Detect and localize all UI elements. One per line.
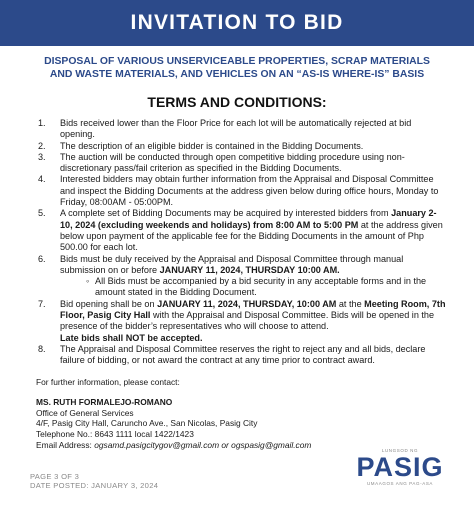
term-item [38,174,448,208]
term-item [38,118,448,141]
terms-heading: TERMS AND CONDITIONS: [147,94,327,110]
contact-office: Office of General Services [36,407,134,418]
contact-address: 4/F, Pasig City Hall, Caruncho Ave., San Nicolas, Pasig City [36,418,258,429]
term-number: 1. [38,118,46,128]
term-number: 8. [38,343,46,354]
term-text: The description of an eligible bidder is contained in the Bidding Documents. [60,140,364,151]
bid-opening-date: JANUARY 11, 2024, THURSDAY, 10:00 AM [157,298,337,309]
footer [30,472,158,491]
term-text: Bids received lower than the Floor Price for each lot will be automatically rejected at bid opening. [60,118,412,140]
term-number: 4. [38,174,46,185]
page-title: INVITATION TO BID [130,11,344,34]
bid-opening-venue: Meeting Room, 7th Floor, Pasig City Hall [60,298,446,321]
logo-tagline: UMAAGOS ANG PAG-ASA [366,481,434,486]
term-item [38,254,448,277]
email-link-secondary[interactable]: ogspasig@gmail.com [231,439,312,450]
pasig-logo [352,448,448,498]
registration-period: January 2-10, 2024 (excluding weekends and holidays) from 8:00 AM to 5:00 PM [60,208,437,230]
contact-block [36,377,311,451]
term-number: 3. [38,151,46,162]
logo-wordmark: PASIG [356,452,444,482]
email-link-primary[interactable]: ogsamd.pasigcitygov@gmail.com [94,439,220,450]
contact-telephone: Telephone No.: 8643 1111 local 1422/1423 [36,429,194,440]
term-text: A complete set of Bidding Documents may be acquired by interested bidders from January 2-10, 2024 (excluding weekends and holidays) from 8:00 AM to 5:00 PM at the address given below upon payment of the applicable fee for the Bidding Documents in the amount of Php 500.00 for each lot. [60,208,443,253]
term-text: The Appraisal and Disposal Committee reserves the right to reject any and all bids, declare failure of bidding, or not award the contract at any time prior to contract award. [60,343,426,366]
term-text: Interested bidders may obtain further information from the Appraisal and Disposal Committee and inspect the Bidding Documents at the address given below during office hours, Monday to Friday, 08:00AM - 05:00PM. [60,174,439,208]
logo-top-text: LUNGSOD NG [381,448,419,453]
submission-deadline: JANUARY 11, 2024, THURSDAY 10:00 AM. [159,264,340,275]
term-number: 5. [38,208,46,219]
title-banner [0,0,474,46]
term-number: 7. [38,298,46,309]
terms-list [38,118,448,367]
subtitle [18,55,456,81]
term-item [38,344,448,367]
term-item [38,141,448,152]
subtitle-line-1: DISPOSAL OF VARIOUS UNSERVICEABLE PROPERTIES, SCRAP MATERIALS [44,56,430,67]
term-text: Bid opening shall be on JANUARY 11, 2024, THURSDAY, 10:00 AM at the Meeting Room, 7th Floor, Pasig City Hall with the Appraisal and Disposal Committee. Bids will be opened in the presence of the bidder’s representatives who will choose to attend. Late bids shall NOT be accepted. [60,298,446,343]
term-item [38,299,448,344]
term-subitem-text: All Bids must be accompanied by a bid security in any acceptable forms and in the amount stated in the Bidding Document. [95,276,427,298]
term-subitem [38,276,448,299]
late-bids-notice: Late bids shall NOT be accepted. [60,332,203,343]
term-item [38,152,448,175]
subtitle-line-2: AND WASTE MATERIALS, AND VEHICLES ON AN “AS-IS WHERE-IS” BASIS [49,69,425,80]
term-item [38,208,448,253]
term-number: 2. [38,140,46,151]
contact-email: Email Address: ogsamd.pasigcitygov@gmail.com or ogspasig@gmail.com [36,439,312,450]
term-text: Bids must be duly received by the Appraisal and Disposal Committee through manual submission on or before JANUARY 11, 2024, THURSDAY 10:00 AM. [60,253,404,275]
page-number: PAGE 3 OF 3 [30,472,80,481]
contact-name: MS. RUTH FORMALEJO-ROMANO [36,396,173,407]
bullet-icon: ◦ [86,276,90,287]
contact-intro: For further information, please contact: [36,377,180,387]
term-number: 6. [38,253,46,264]
date-posted: DATE POSTED: JANUARY 3, 2024 [30,481,159,491]
term-text: The auction will be conducted through open competitive bidding procedure using non-discretionary pass/fail criterion as specified in the Bidding Documents. [60,151,405,174]
